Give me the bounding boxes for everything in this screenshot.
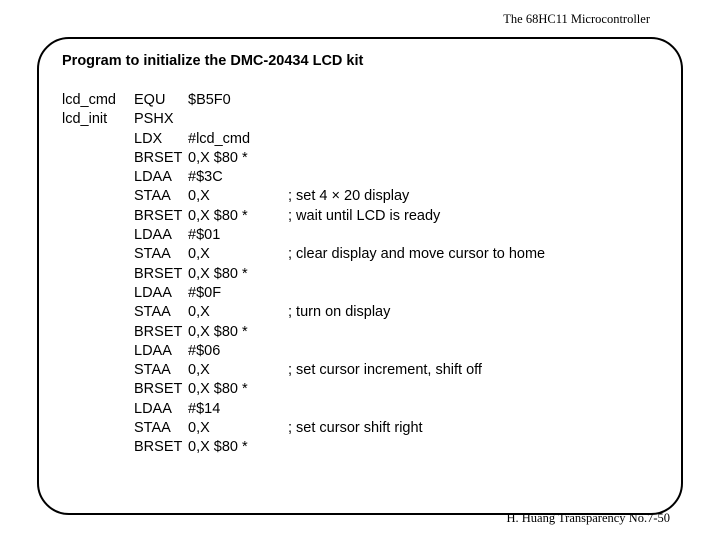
code-opcode: BRSET — [134, 265, 183, 282]
slide-title: Program to initialize the DMC-20434 LCD kit — [62, 53, 364, 69]
code-operand: #$0F — [188, 284, 222, 301]
code-comment: ; set 4 × 20 display — [288, 188, 410, 205]
code-operand: 0,X $80 * — [188, 207, 248, 224]
code-opcode: LDAA — [134, 169, 172, 186]
code-opcode: BRSET — [134, 149, 183, 166]
code-opcode: STAA — [134, 304, 171, 321]
code-comment: ; turn on display — [288, 304, 391, 321]
code-comment: ; wait until LCD is ready — [288, 207, 441, 224]
code-label: lcd_cmd — [62, 92, 116, 108]
code-opcode: LDAA — [134, 227, 172, 244]
code-opcode: EQU — [134, 92, 166, 108]
code-operand: #$01 — [188, 227, 221, 244]
code-opcode: STAA — [134, 362, 171, 379]
code-operand: #$3C — [188, 169, 223, 186]
code-opcode: BRSET — [134, 207, 183, 224]
code-operand: 0,X $80 * — [188, 265, 248, 282]
code-operand: #$06 — [188, 342, 221, 359]
code-opcode: STAA — [134, 420, 171, 437]
code-opcode: STAA — [134, 246, 171, 263]
code-operand: 0,X — [188, 304, 210, 321]
code-opcode: LDAA — [134, 284, 172, 301]
code-operand: 0,X — [188, 188, 210, 205]
slide-footer: H. Huang Transparency No.7-50 — [506, 511, 670, 525]
code-operand: #lcd_cmd — [188, 130, 251, 147]
code-operand: 0,X — [188, 420, 210, 437]
code-opcode: BRSET — [134, 381, 183, 398]
code-operand: #$14 — [188, 400, 221, 417]
code-comment: ; clear display and move cursor to home — [288, 246, 546, 263]
slide-header: The 68HC11 Microcontroller — [503, 12, 650, 26]
code-opcode: PSHX — [134, 111, 174, 128]
code-operand: 0,X $80 * — [188, 439, 248, 456]
code-comment: ; set cursor shift right — [288, 420, 423, 437]
code-operand: $B5F0 — [188, 92, 231, 108]
code-operand: 0,X — [188, 246, 210, 263]
code-operand: 0,X $80 * — [188, 149, 248, 166]
code-opcode: STAA — [134, 188, 171, 205]
code-operand: 0,X $80 * — [188, 381, 248, 398]
code-comment: ; set cursor increment, shift off — [288, 362, 482, 379]
code-opcode: LDAA — [134, 400, 172, 417]
code-opcode: LDAA — [134, 342, 172, 359]
code-opcode: BRSET — [134, 439, 183, 456]
code-operand: 0,X $80 * — [188, 323, 248, 340]
code-opcode: BRSET — [134, 323, 183, 340]
code-operand: 0,X — [188, 362, 210, 379]
code-opcode: LDX — [134, 130, 163, 147]
code-label: lcd_init — [62, 111, 108, 128]
